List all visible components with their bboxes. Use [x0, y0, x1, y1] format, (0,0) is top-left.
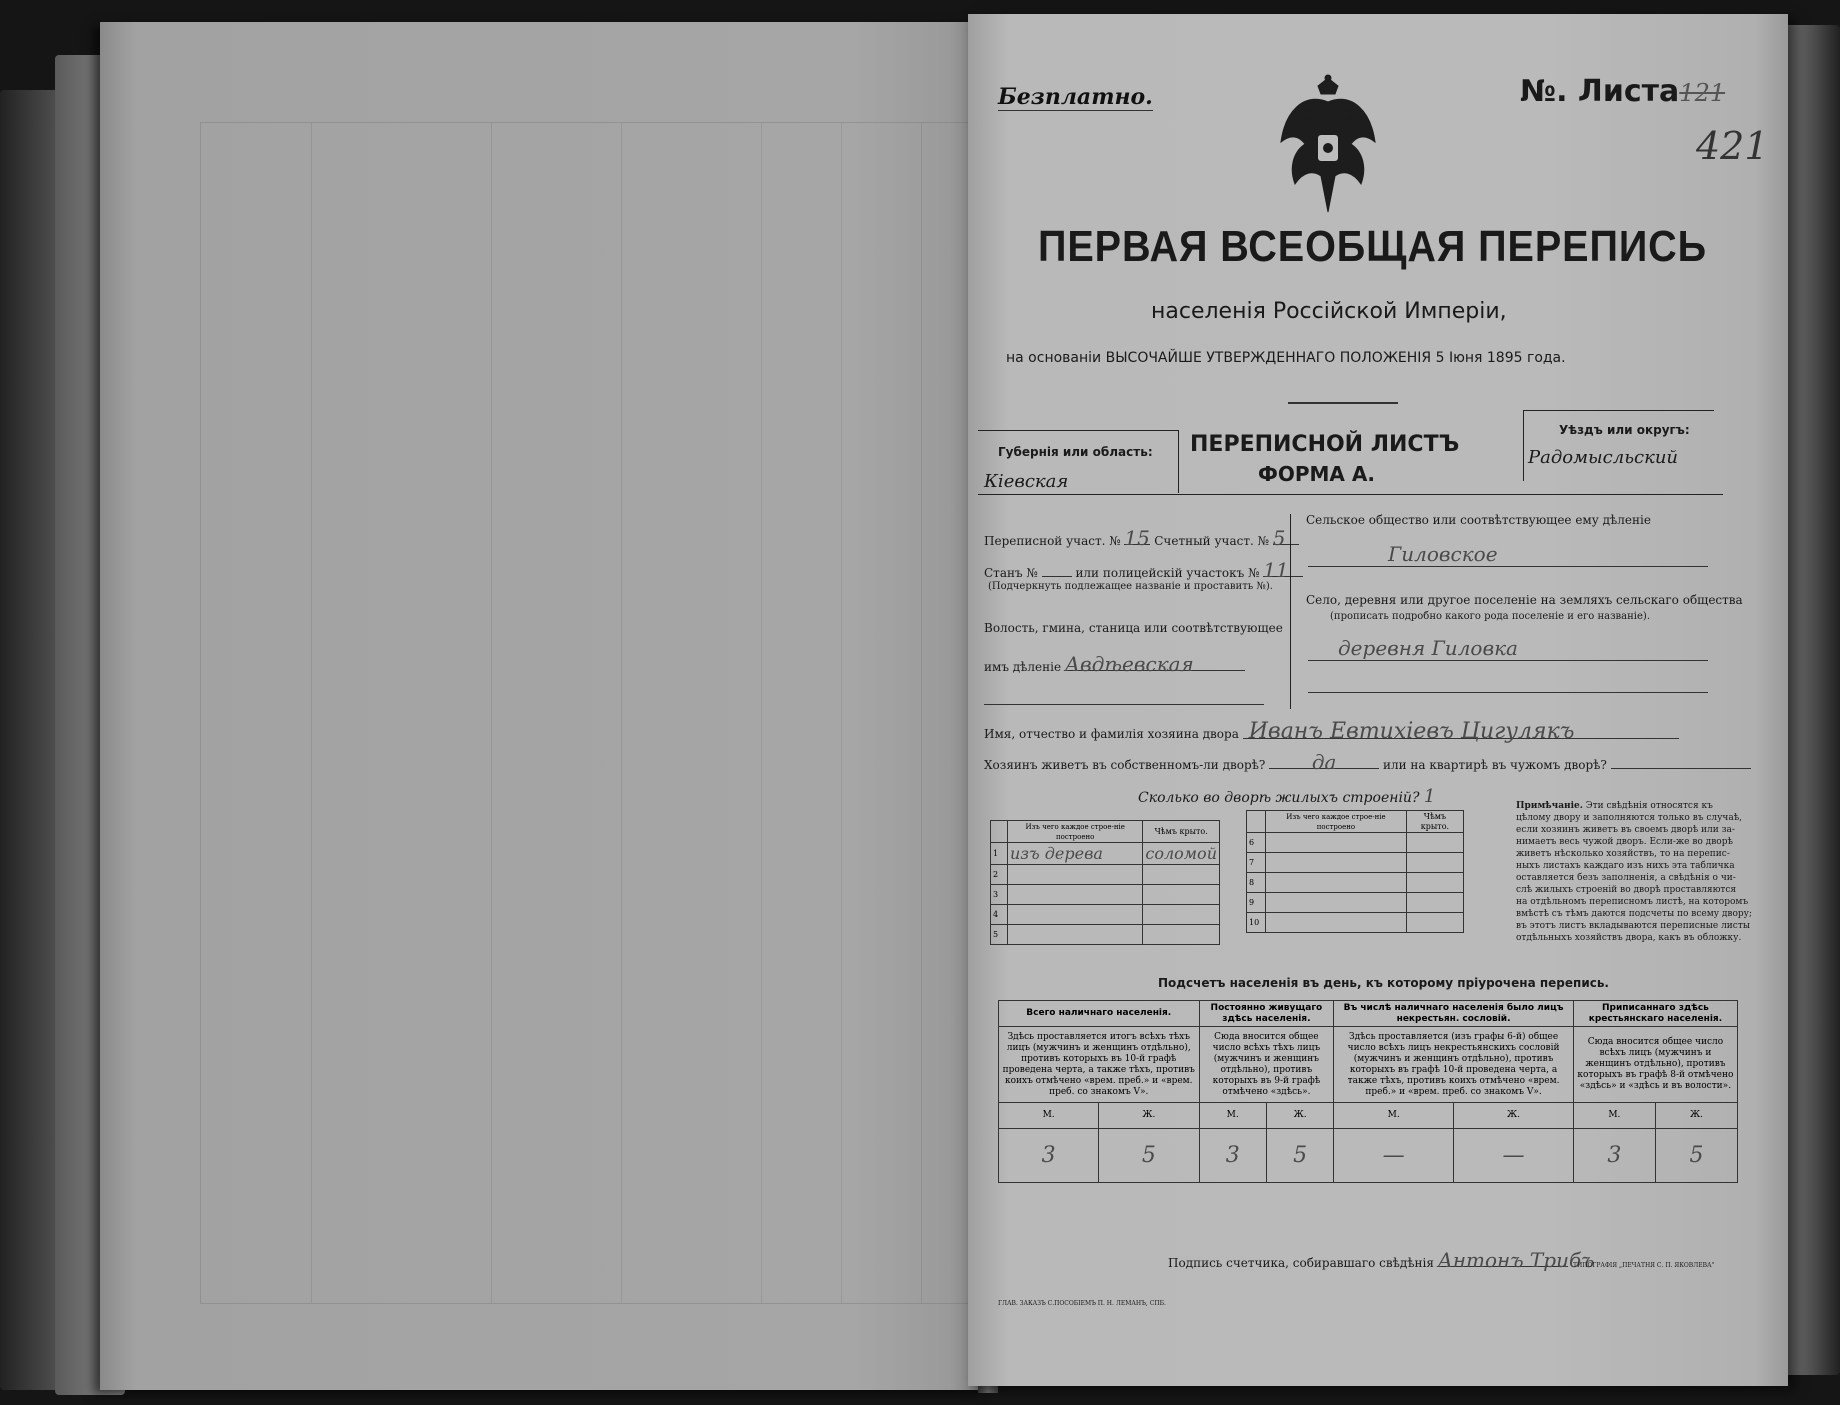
signature-value: Антонъ Трибъ: [1437, 1248, 1595, 1272]
stan-line: Станъ № или полицейскій участокъ № 11: [984, 564, 1303, 579]
registered-peasant-male: 3: [1573, 1129, 1655, 1183]
population-col-4-header: Приписаннаго здѣсь крестьянскаго населенія.: [1573, 1001, 1737, 1027]
free-label: Безплатно.: [998, 84, 1153, 110]
district-label: Уѣздъ или округъ:: [1559, 423, 1690, 437]
buildings-line: Сколько во дворѣ жилыхъ строеній? 1: [1138, 786, 1436, 807]
district-value: Радомысльский: [1528, 447, 1679, 468]
non-peasant-male: —: [1334, 1129, 1454, 1183]
roof-header: Чѣмъ крыто.: [1143, 821, 1220, 843]
village-note: (прописать подробно какого рода поселеніе и его названіе).: [1330, 611, 1650, 622]
sheet-number-handwritten: 421: [1696, 124, 1769, 168]
permanent-male: 3: [1199, 1129, 1266, 1183]
registered-peasant-female: 5: [1655, 1129, 1737, 1183]
count-section-value: 5: [1273, 532, 1299, 545]
buildings-table-left: Изъ чего каждое строе-ніе построено Чѣмъ крыто. 1 изъ дерева соломой 2 3 4 5: [990, 820, 1220, 945]
population-title: Подсчетъ населенія въ день, къ которому пріурочена перепись.: [1158, 976, 1609, 990]
ornament-divider: [1288, 402, 1398, 404]
bleed-through-grid: [200, 122, 982, 1304]
population-col-2-desc: Сюда вносится общее число всѣхъ тѣхъ лицъ (мужчинъ и женщинъ отдѣльно), противъ которыхъ въ 9-й графѣ отмѣчено «здѣсь».: [1199, 1027, 1334, 1103]
field-column-divider: [1290, 514, 1291, 709]
population-col-1-header: Всего наличнаго населенія.: [999, 1001, 1200, 1027]
signature-line: Подпись счетчика, собиравшаго свѣдѣнія Антонъ Трибъ: [1168, 1248, 1595, 1272]
population-table: Всего наличнаго населенія. Постоянно живущаго здѣсь населенія. Въ числѣ наличнаго населенія было лицъ некрестьян. сословій. Приписаннаго здѣсь крестьянскаго населенія. Здѣсь проставляется итогъ всѣхъ тѣхъ лицъ (мужчинъ и женщинъ отдѣльно), противъ которыхъ въ 10-й графѣ проведена черта, а также тѣхъ, противъ коихъ отмѣчено «врем. преб.» и «врем. преб. со знакомъ V». Сюда вносится общее число всѣхъ тѣхъ лицъ (мужчинъ и женщинъ отдѣльно), противъ которыхъ въ 9-й графѣ отмѣчено «здѣсь». Здѣсь проставляется (изъ графы 6-й) общее число всѣхъ лицъ некрестьянскихъ сословій (мужчинъ и женщинъ отдѣльно), противъ которыхъ въ графѣ 10-й проведена черта, а также тѣхъ, противъ коихъ отмѣчено «врем. преб.» и «врем. преб. со знакомъ V». Сюда вносится общее число всѣхъ лицъ (мужчинъ и женщинъ отдѣльно), противъ которыхъ въ графѣ 8-й отмѣчено «здѣсь» и «здѣсь и въ волости». М. Ж. М. Ж. М. Ж. М. Ж. 3 5 3 5 — — 3 5: [998, 1000, 1738, 1183]
census-basis: на основаніи ВЫСОЧАЙШЕ УТВЕРЖДЕННАГО ПОЛОЖЕНІЯ 5 Іюня 1895 года.: [1006, 350, 1566, 366]
stan-note: (Подчеркнуть подлежащее названіе и проставить №).: [988, 581, 1273, 592]
population-col-3-desc: Здѣсь проставляется (изъ графы 6-й) общее число всѣхъ лицъ некрестьянскихъ сословій (мужчинъ и женщинъ отдѣльно), противъ которыхъ въ графѣ 10-й проведена черта, а также тѣхъ, противъ коихъ отмѣчено «врем. преб.» и «врем. преб. со знакомъ V».: [1334, 1027, 1574, 1103]
imperial-eagle-emblem: [1273, 72, 1383, 222]
census-section-value: 15: [1124, 526, 1150, 550]
buildings-value: 1: [1423, 786, 1436, 807]
printer-imprint-left: ГЛАВ. ЗАКАЗЪ С.ПОСОБІЕМЪ П. Н. ЛЕМАНЪ, СПБ.: [998, 1300, 1166, 1307]
village-label: Село, деревня или другое поселеніе на земляхъ сельскаго общества: [1306, 593, 1743, 607]
volost-extra-line: [984, 704, 1264, 705]
population-col-2-header: Постоянно живущаго здѣсь населенія.: [1199, 1001, 1334, 1027]
society-value: Гиловское: [1308, 542, 1708, 567]
province-box: [978, 430, 1179, 493]
building-1-material: изъ дерева: [1008, 843, 1143, 865]
census-form-page: [968, 14, 1788, 1386]
header-rule: [978, 494, 1723, 495]
volost-label-1: Волость, гмина, станица или соотвѣтствующее: [984, 621, 1283, 635]
building-1-roof: соломой: [1143, 843, 1220, 865]
census-subtitle: населенія Россійской Имперіи,: [1151, 299, 1507, 324]
population-col-3-header: Въ числѣ наличнаго населенія было лицъ некрестьян. сословій.: [1334, 1001, 1574, 1027]
society-label: Сельское общество или соотвѣтствующее ему дѣленіе: [1306, 513, 1651, 527]
total-present-male: 3: [999, 1129, 1099, 1183]
province-value: Кіевская: [984, 471, 1069, 492]
volost-value: Авдѣевская: [1065, 658, 1245, 671]
volost-line: имъ дѣленіе Авдѣевская: [984, 658, 1245, 673]
police-value: 11: [1263, 564, 1303, 577]
total-present-female: 5: [1099, 1129, 1199, 1183]
village-extra-line: [1308, 692, 1708, 693]
province-label: Губернія или область:: [998, 445, 1153, 459]
buildings-note: Примѣчаніе. Эти свѣдѣнія относятся къ цѣлому двору и заполняются только въ случаѣ, если хозяинъ живетъ въ своемъ дворѣ или за- нимаетъ весь чужой дворъ. Если-же во дворѣ живетъ нѣсколько хозяйствъ, то на перепис- ныхъ листахъ каждаго изъ нихъ эта табличка оставляется безъ заполненія, а свѣдѣнія о чи- слѣ жилыхъ строеній во дворѣ проставляются на отдѣльномъ переписномъ листѣ, на которомъ вмѣстѣ съ тѣмъ даются подсчеты по всему двору; въ этотъ листъ вкладываются переписные листы отдѣльныхъ хозяйствъ двора, какъ въ обложку.: [1516, 801, 1752, 943]
non-peasant-female: —: [1454, 1129, 1574, 1183]
population-col-1-desc: Здѣсь проставляется итогъ всѣхъ тѣхъ лицъ (мужчинъ и женщинъ отдѣльно), противъ которыхъ въ 10-й графѣ проведена черта, а также тѣхъ, противъ коихъ отмѣчено «врем. преб.» и «врем. преб. со знакомъ V».: [999, 1027, 1200, 1103]
sheet-number: №. Листа121: [1520, 74, 1726, 109]
owner-value: Иванъ Евтихіевъ Цигулякъ: [1243, 726, 1679, 739]
form-name-line1: ПЕРЕПИСНОЙ ЛИСТЪ: [1190, 432, 1460, 457]
village-value: деревня Гиловка: [1308, 636, 1708, 661]
permanent-female: 5: [1266, 1129, 1333, 1183]
buildings-table-right: Изъ чего каждое строе-ніе построено Чѣмъ крыто. 6 7 8 9 10: [1246, 810, 1464, 933]
census-section-line: Переписной участ. № 15 Счетный участ. № 5: [984, 532, 1299, 547]
left-page: [100, 22, 985, 1390]
own-house-line: Хозяинъ живетъ въ собственномъ-ли дворѣ? да или на квартирѣ въ чужомъ дворѣ?: [984, 756, 1751, 771]
printer-imprint-right: ТИПОГРАФІЯ „ПЕЧАТНЯ С. П. ЯКОВЛЕВА": [1573, 1262, 1715, 1269]
material-header: Изъ чего каждое строе-ніе построено: [1008, 821, 1143, 843]
form-name-line2: ФОРМА А.: [1258, 462, 1375, 486]
district-box: [1523, 410, 1714, 481]
own-house-value: да: [1269, 756, 1379, 769]
population-col-4-desc: Сюда вносится общее число всѣхъ лицъ (мужчинъ и женщинъ отдѣльно), противъ которыхъ въ графѣ 8-й отмѣчено «здѣсь» и «здѣсь и въ волости».: [1573, 1027, 1737, 1103]
owner-line: Имя, отчество и фамилія хозяина двора Иванъ Евтихіевъ Цигулякъ: [984, 726, 1679, 740]
census-title: ПЕРВАЯ ВСЕОБЩАЯ ПЕРЕПИСЬ: [1038, 222, 1708, 271]
